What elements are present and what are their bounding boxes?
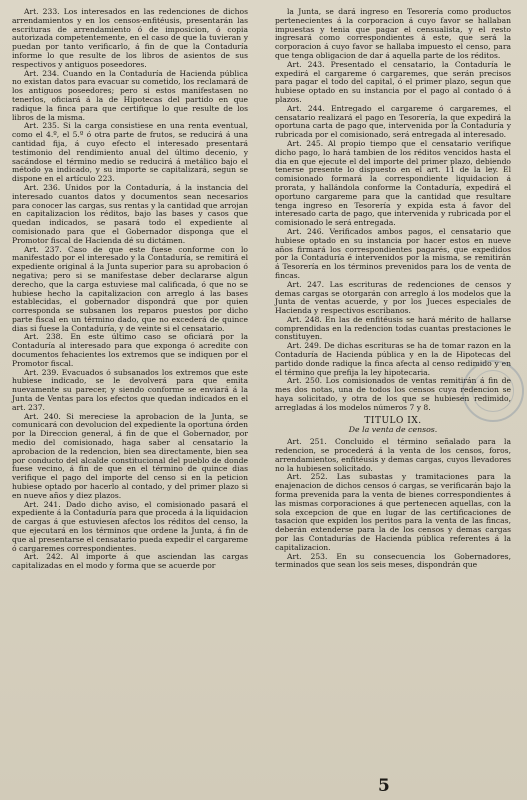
article-paragraph: Art. 243. Presentado el censatario, la Contaduría le expedirá el cargareme ó cargaremes, que serán precisos para pagar el todo del capital, ó el primer plazo, segun que hubiese optado en su instancia por el pago al contado ó á plazos. (275, 59, 511, 104)
article-paragraph: Art. 240. Si mereciese la aprobacion de la Junta, se comunicará con devolucion del expediente la oportuna órden por la Direccion general, á fin de que el Gobernador, por medio del comisionado, haga saber al censatario la aprobacion de la redencion, bien sea directamente, bien sea por conducto del alcalde constitucional del pueblo de donde fuese vecino, á fin de que en el término de quince dias verifique el pago del importe del censo si en la peticion hubiese optado por hacerlo al contado, y del primer plazo si en nueve años y diez plazos. (12, 411, 248, 500)
article-paragraph: Art. 233. Los interesados en las redenciones de dichos arrendamientos y en los censos-enfitéusis, presentarán las escrituras de arrendamiento ó de imposicion, ó copia autorizada competentemente, en el caso de que la tuvieran y puedan por tanto verificarlo, á fin de que la Contaduría informe lo que resulte de los libros de asientos de sus respectivos y antiguos poseedores. (12, 7, 248, 69)
article-paragraph: Art. 235. Si la carga consistiese en una renta eventual, como el 4.º, el 5.º ó otra parte de frutos, se reducirá á una cantidad fija, á cuyo efecto el interesado presentará testimonio del rendimiento anual del último decenio, y sacándose el término medio se reducirá á metálico bajo el método ya indicado, y su importe se capitalizará, segun se dispone en el artículo 223. (12, 121, 248, 184)
article-paragraph: Art. 239. Evacuados ó subsanados los extremos que este hubiese indicado, se le devolverá para que emita nuevamente su parecer, y siendo conforme se enviará á la Junta de Ventas para los efectos que quedan indicados en el art. 237. (12, 367, 248, 412)
article-paragraph: Art. 236. Unidos por la Contaduría, á la instancia del interesado cuantos datos y documentos sean necesarios para conocer las cargas, sus rentas y la cantidad que arrojan en capitalizacion los réditos, bajo las bases y casos que quedan indicados, se pasará todo el expediente al comisionado para que el Gobernador disponga que el Promotor fiscal de Hacienda dé su dictámen. (12, 182, 248, 245)
right-column-articles-after-title (275, 438, 511, 570)
article-paragraph: Art. 248. En las de enfitéusis se hará mérito de hallarse comprendidas en la redencion todas cuantas prestaciones le constituyen. (275, 314, 511, 342)
article-paragraph: Art. 249. De dichas escrituras se ha de tomar razon en la Contaduría de Hacienda pública y en la de Hipotecas del partido donde radique la finca afecta al censo redimido y en el término que prefija la ley hipotecaria. (275, 341, 511, 377)
section-title: TITULO IX. (364, 415, 422, 426)
article-paragraph: Art. 247. Las escrituras de redenciones de censos y demas cargas se otorgarán con arreglo á los modelos que la Junta de ventas acuerde, y por los Jueces especiales de Hacienda y respectivos escribanos. (275, 279, 511, 316)
article-paragraph: Art. 238. En este último caso se oficiará por la Contaduría al interesado para que exponga ó acredite con documentos fehacientes los extremos que se indiquen por el Promotor fiscal. (12, 332, 248, 368)
article-paragraph: Art. 241. Dado dicho aviso, el comisionado pasará el expediente á la Contaduría para que proceda á la liquidacion de cargas á que estuviesen afectos los réditos del censo, la que ejecutará en los términos que ordene la Junta, á fin de que al presentarse el censatario pueda expedir el cargareme ó cargaremes correspondientes. (12, 499, 248, 553)
article-paragraph: Art. 253. En su consecuencia los Gobernadores, terminados que sean los seis meses, dispondrán que (275, 551, 511, 570)
article-paragraph: Art. 245. Al propio tiempo que el censatario verifique dicho pago, lo hará tambien de los réditos vencidos hasta el dia en que ejecute el del importe del primer plazo, debiendo tenerse presente lo dispuesto en el art. 11 de la ley. El comisionado formará la correspondiente liquidacion á prorata, y hallándola conforme la Contaduría, expedirá el oportuno cargareme para que la cantidad que resultare tenga ingreso en Tesorería y expida esta á favor del interesado carta de pago, que intervenida y rubricada por el comisionado le será entregada. (275, 138, 511, 228)
section-subtitle: De la venta de censos. (348, 425, 438, 435)
article-paragraph: Art. 242. Al importe á que asciendan las cargas capitalizadas en el modo y forma que se acuerde por (12, 552, 248, 571)
right-column (275, 8, 511, 570)
article-paragraph: Art. 252. Las subastas y tramitaciones para la enajenacion de dichos censos ó cargas, se verificarán bajo la forma prevenida para la venta de bienes correspondientes á las mismas corporaciones á que pertenecen aquellas, con la sola excepcion de que en lugar de las certificaciones de tasacion que expiden los peritos para la venta de las fincas, deberán extenderse para la de los censos y demas cargas por las Contadurías de Hacienda pública referentes á la capitalizacion. (275, 472, 511, 552)
left-column (12, 8, 248, 571)
right-column-articles-before-title (275, 8, 511, 413)
library-stamp (462, 360, 524, 422)
article-paragraph: Art. 251. Concluido el término señalado para la redencion, se procederá á la venta de los censos, foros, arrendamientos, enfitéusis y demas cargas, cuyos llevadores no la hubiesen solicitado. (275, 437, 511, 473)
article-paragraph: Art. 234. Cuando en la Contaduría de Hacienda pública no existan datos para evacuar su cometido, los reclamará de los antiguos poseedores; pero si estos manifestasen no tenerlos, oficiará á la de Hipotecas del partido en que radique la finca para que certifique lo que resulte de los libros de la misma. (12, 68, 248, 122)
article-paragraph: Art. 246. Verificados ambos pagos, el censatario que hubiese optado en su instancia por hacer estos en nueve años firmará los correspondientes pagarés, que expedidos por la Contaduría é intervenidos por la misma, se remitirán á Tesorería en los términos prevenidos para los de venta de fincas. (275, 226, 511, 280)
article-paragraph: Art. 237. Caso de que este fuese conforme con lo manifestado por el interesado y la Contaduría, se remitirá el expediente original á la Junta superior para su aprobacion ó negativa; pero si se manifestase deber declararse algun derecho, que la carga estuviese mal calificada, ó que no se hubiese hecho la capitalizacion con arreglo á las bases establecidas, el gobernador dispondrá que por quien corresponda se subsanen los reparos puestos por dicho parte fiscal en un término dado, que no excederá de quince dias si fuese la Contaduría, y de veinte si el censatario. (12, 244, 248, 333)
article-paragraph: la Junta, se dará ingreso en Tesorería como productos pertenecientes á la corporacion á cuyo favor se hallaban impuestas y tenia que pagar el censualista, y el resto ingresará como correspondientes á este, que será la corporacion á cuyo favor se hallaba impuesto el censo, para que tenga obligacion de dar á aquella parte de los réditos. (275, 7, 511, 60)
article-paragraph: Art. 250. Los comisionados de ventas remitirán á fin de mes dos notas, una de todos los censos cuya redencion se haya solicitado, y otra de los que se hubiesen redimido, arregladas á los modelos números 7 y 8. (275, 376, 511, 412)
article-paragraph: Art. 244. Entregado el cargareme ó cargaremes, el censatario realizará el pago en Tesorería, la que expedirá la oportuna carta de pago que, intervenida por la Contaduría y rubricada por el comisionado, será entregada al interesado. (275, 103, 511, 140)
page-number: 5 (378, 776, 391, 796)
